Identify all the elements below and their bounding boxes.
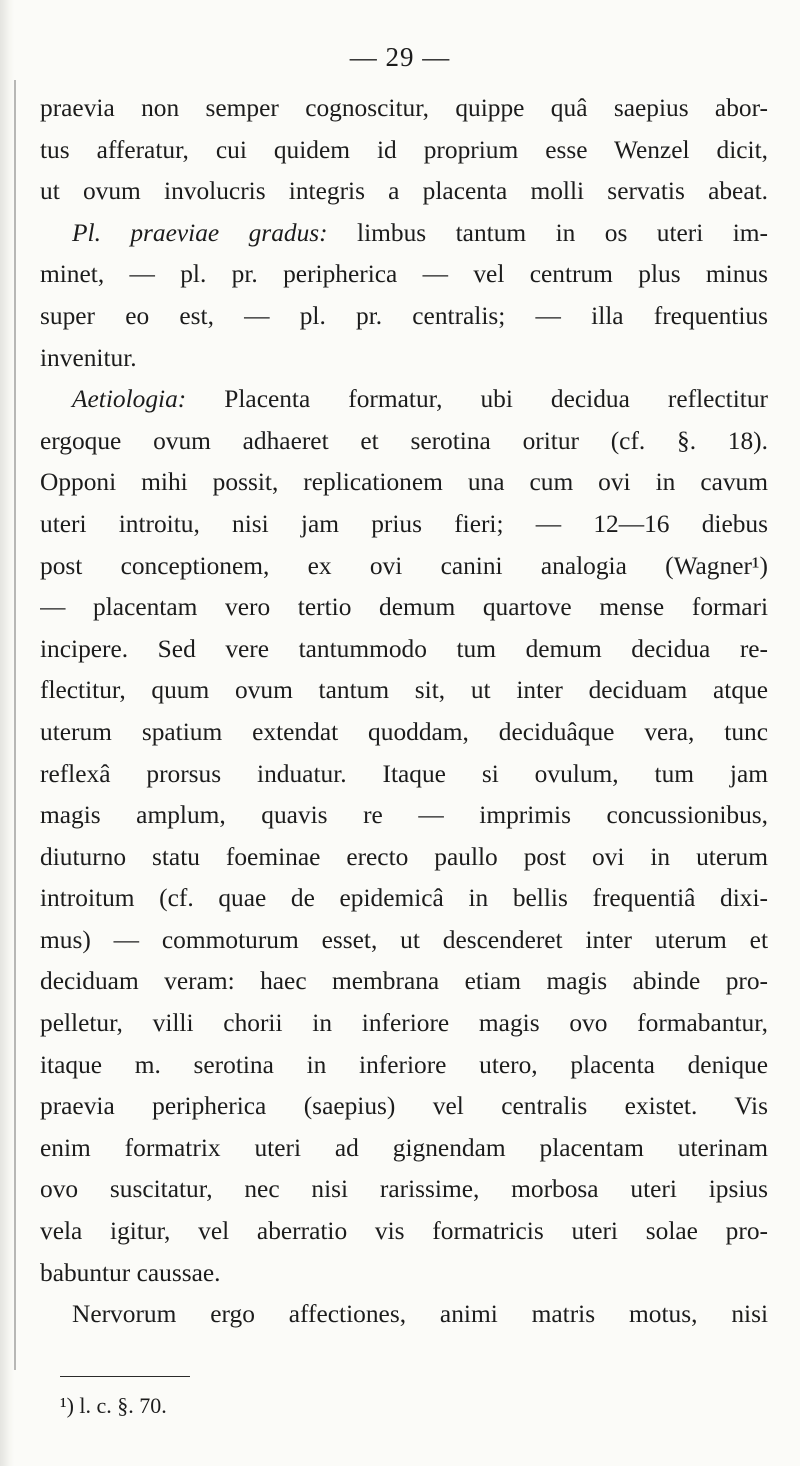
footnote-rule bbox=[60, 1376, 190, 1377]
body-text bbox=[40, 88, 768, 1336]
text-line: — placentam vero tertio demum quartove mense formari bbox=[40, 593, 768, 622]
text-line: tus afferatur, cui quidem id proprium esse Wenzel dicit, bbox=[40, 135, 768, 164]
text-line: reflexâ prorsus induatur. Itaque si ovulum, tum jam bbox=[40, 759, 768, 788]
text-line: diuturno statu foeminae erecto paullo post ovi in uterum bbox=[40, 842, 768, 871]
text-line: introitum (cf. quae de epidemicâ in bellis frequentiâ dixi- bbox=[40, 884, 768, 913]
text-line: deciduam veram: haec membrana etiam magis abinde pro- bbox=[40, 967, 768, 996]
text-line: minet, — pl. pr. peripherica — vel centrum plus minus bbox=[40, 260, 768, 289]
text-line: uteri introitu, nisi jam prius fieri; — 12—16 diebus bbox=[40, 509, 768, 538]
text-line: super eo est, — pl. pr. centralis; — illa frequentius bbox=[40, 301, 768, 330]
text-line: magis amplum, quavis re — imprimis concussionibus, bbox=[40, 801, 768, 830]
text-line: ut ovum involucris integris a placenta molli servatis abeat. bbox=[40, 177, 768, 206]
text-line: Nervorum ergo affectiones, animi matris motus, nisi bbox=[72, 1300, 768, 1329]
text-line: incipere. Sed vere tantummodo tum demum decidua re- bbox=[40, 634, 768, 663]
section-heading: Pl. praeviae gradus: bbox=[72, 218, 328, 247]
text-line: uterum spatium extendat quoddam, deciduâque vera, tunc bbox=[40, 717, 768, 746]
text-line: flectitur, quum ovum tantum sit, ut inter deciduam atque bbox=[40, 676, 768, 705]
text-line: mus) — commoturum esset, ut descenderet inter uterum et bbox=[40, 925, 768, 954]
text-line: ovo suscitatur, nec nisi rarissime, morbosa uteri ipsius bbox=[40, 1175, 768, 1204]
binding-edge-line bbox=[14, 80, 16, 1370]
text-line: vela igitur, vel aberratio vis formatricis uteri solae pro- bbox=[40, 1217, 768, 1246]
text-line: Opponi mihi possit, replicationem una cum ovi in cavum bbox=[40, 468, 768, 497]
text-line-heading: Pl. praeviae gradus: limbus tantum in os uteri im- bbox=[72, 218, 768, 247]
section-heading: Aetiologia: bbox=[72, 385, 187, 414]
text-line-heading: Aetiologia: Placenta formatur, ubi decidua reflectitur bbox=[72, 385, 768, 414]
text-line: enim formatrix uteri ad gignendam placentam uterinam bbox=[40, 1133, 768, 1162]
text-line: ergoque ovum adhaeret et serotina oritur (cf. §. 18). bbox=[40, 426, 768, 455]
text-line: pelletur, villi chorii in inferiore magis ovo formabantur, bbox=[40, 1009, 768, 1038]
scan-gutter-shadow bbox=[0, 0, 14, 1466]
text-line: praevia peripherica (saepius) vel centralis existet. Vis bbox=[40, 1092, 768, 1121]
text-line: praevia non semper cognoscitur, quippe quâ saepius abor- bbox=[40, 94, 768, 122]
text-line: itaque m. serotina in inferiore utero, placenta denique bbox=[40, 1050, 768, 1079]
text-line: babuntur caussae. bbox=[40, 1258, 221, 1287]
text-line: invenitur. bbox=[40, 343, 137, 372]
page-number: — 29 — bbox=[349, 42, 451, 72]
text-line: post conceptionem, ex ovi canini analogia (Wagner¹) bbox=[40, 551, 768, 580]
footnote: ¹) l. c. §. 70. bbox=[60, 1393, 167, 1418]
